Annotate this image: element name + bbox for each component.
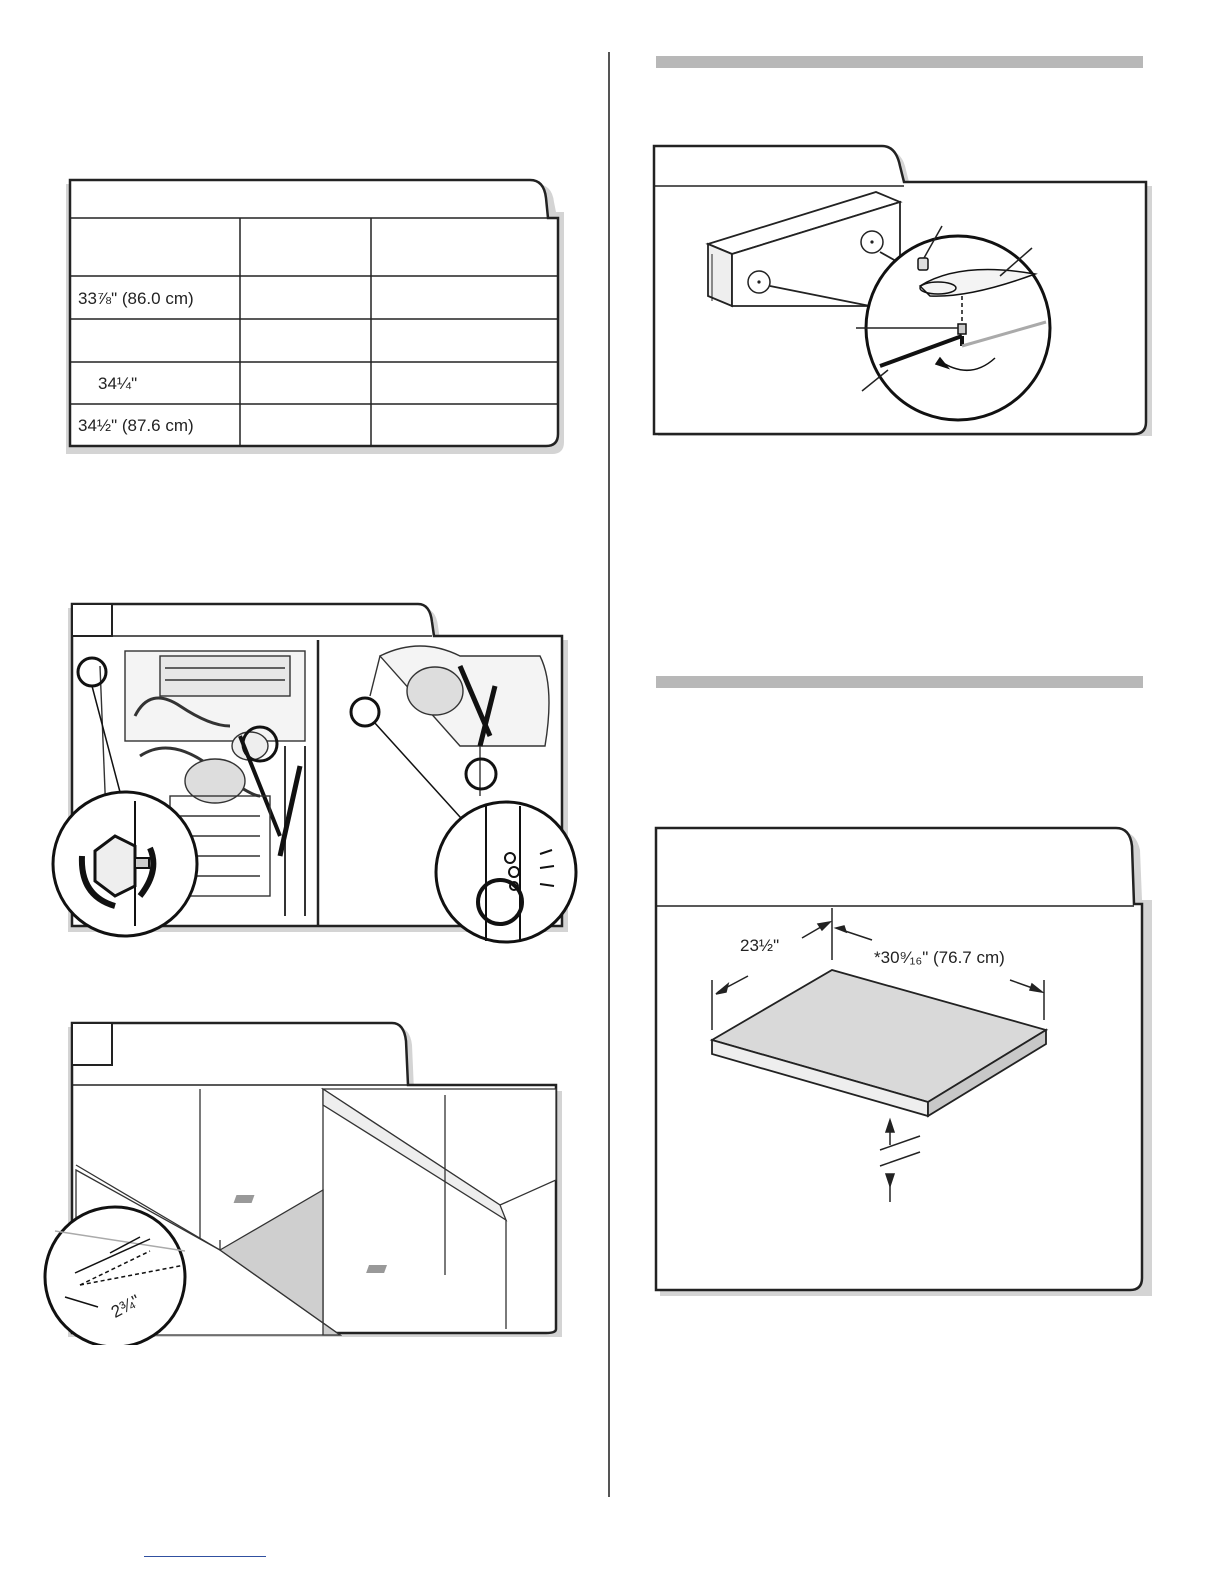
footer-link-underline[interactable] [144, 1556, 266, 1557]
panel-screw-figure [640, 136, 1160, 441]
leveling-leg-figure [40, 596, 580, 946]
floor-opening-figure [40, 1015, 570, 1345]
height-table [60, 172, 570, 457]
section-bar [656, 676, 1143, 688]
floor-inset-dimension: 2¾" [108, 1291, 144, 1322]
table-cell-height: 34½" (87.6 cm) [78, 416, 194, 435]
panel-depth-dimension: 23½" [740, 936, 780, 955]
table-cell-height: 33⅞" (86.0 cm) [78, 289, 194, 308]
table-cell-height: 34¼" [98, 374, 138, 393]
panel-width-dimension: *30⁹⁄₁₆" (76.7 cm) [874, 948, 1005, 967]
section-bar [656, 56, 1143, 68]
column-divider [608, 52, 610, 1497]
custom-panel-figure [640, 820, 1160, 1300]
